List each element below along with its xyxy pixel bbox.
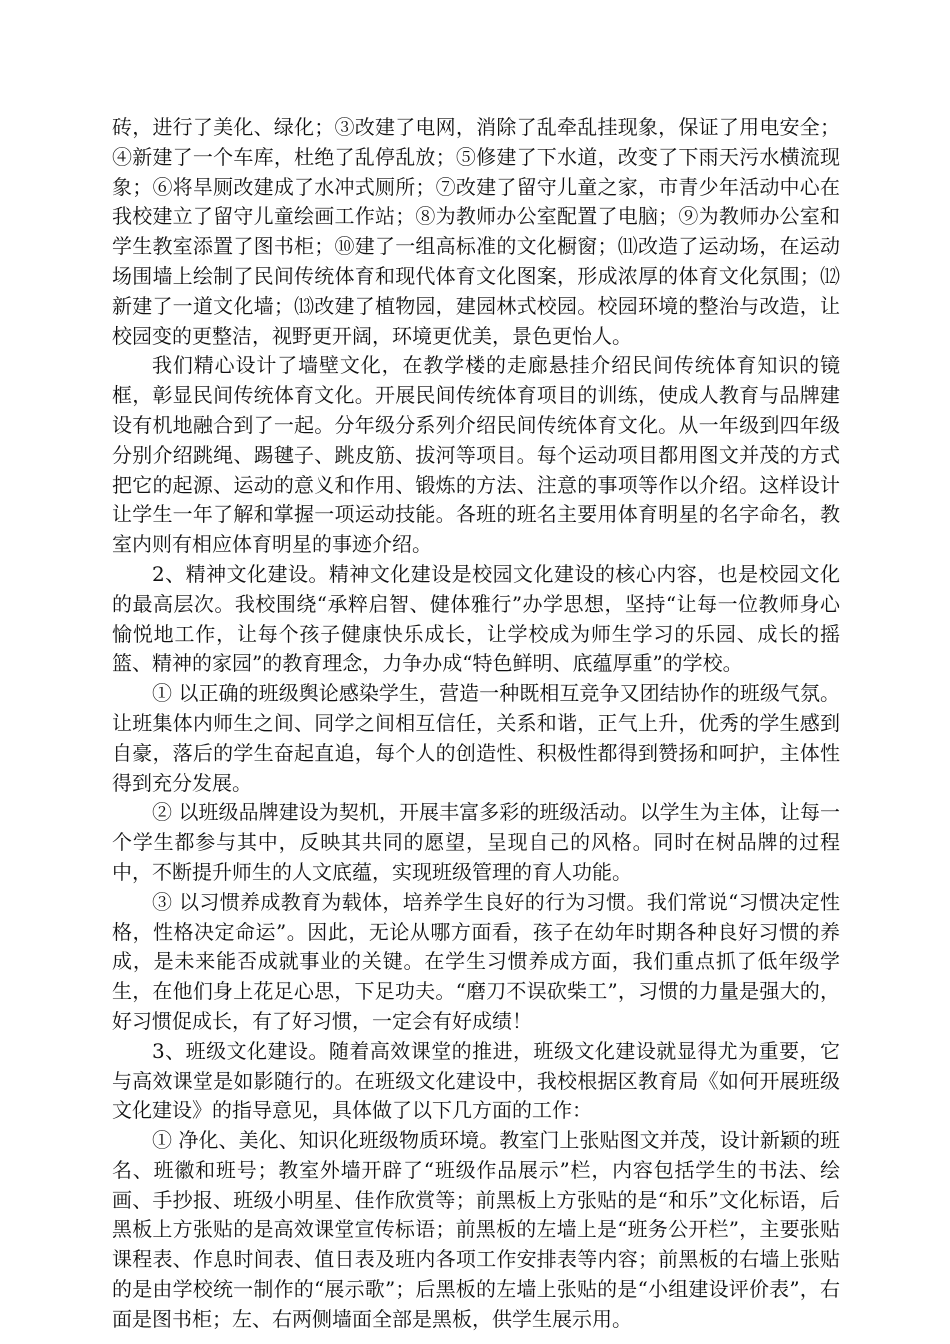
paragraph-class-brand: ② 以班级品牌建设为契机，开展丰富多彩的班级活动。以学生为主体，让每一个学生都参与其中，反映其共同的愿望，呈现自己的风格。同时在树品牌的过程中，不断提升师生的人文底蕴，实现班级管理的育人功能。	[112, 800, 840, 884]
paragraph-class-environment: ① 净化、美化、知识化班级物质环境。教室门上张贴图文并茂，设计新颖的班名、班徽和班号；教室外墙开辟了“班级作品展示”栏，内容包括学生的书法、绘画、手抄报、班级小明星、佳作欣赏等；前黑板上方张贴的是“和乐”文化标语，后黑板上方张贴的是高效课堂宣传标语；前黑板的左墙上是“班务公开栏”，主要张贴课程表、作息时间表、值日表及班内各项工作安排表等内容；前黑板的右墙上张贴的是由学校统一制作的“展示歌”；后黑板的左墙上张贴的是“小组建设评价表”，右面是图书柜；左、右两侧墙面全部是黑板，供学生展示用。	[112, 1128, 840, 1331]
paragraph-class-culture: 3、班级文化建设。随着高效课堂的推进，班级文化建设就显得尤为重要，它与高效课堂是如影随行的。在班级文化建设中，我校根据区教育局《如何开展班级文化建设》的指导意见，具体做了以下几方面的工作：	[112, 1038, 840, 1123]
paragraph-wall-culture: 我们精心设计了墙壁文化，在教学楼的走廊悬挂介绍民间传统体育知识的镜框，彰显民间传统体育文化。开展民间传统体育项目的训练，使成人教育与品牌建设有机地融合到了一起。分年级分系列介绍民间传统体育文化。从一年级到四年级分别介绍跳绳、踢毽子、跳皮筋、拔河等项目。每个运动项目都用图文并茂的方式把它的起源、运动的意义和作用、锻炼的方法、注意的事项等作以介绍。这样设计让学生一年了解和掌握一项运动技能。各班的班名主要用体育明星的名字命名，教室内则有相应体育明星的事迹介绍。	[112, 353, 840, 557]
document-body	[112, 113, 840, 1335]
paragraph-habit-education: ③ 以习惯养成教育为载体，培养学生良好的行为习惯。我们常说“习惯决定性格，性格决定命运”。因此，无论从哪方面看，孩子在幼年时期各种良好习惯的养成，是未来能否成就事业的关键。在学生习惯养成方面，我们重点抓了低年级学生，在他们身上花足心思，下足功夫。“磨刀不误砍柴工”，习惯的力量是强大的，好习惯促成长，有了好习惯，一定会有好成绩！	[112, 889, 840, 1033]
paragraph-campus-renovation: 砖，进行了美化、绿化；③改建了电网，消除了乱牵乱挂现象，保证了用电安全；④新建了一个车库，杜绝了乱停乱放；⑤修建了下水道，改变了下雨天污水横流现象；⑥将旱厕改建成了水冲式厕所；⑦改建了留守儿童之家，市青少年活动中心在我校建立了留守儿童绘画工作站；⑧为教师办公室配置了电脑；⑨为教师办公室和学生教室添置了图书柜；⑩建了一组高标准的文化橱窗；⑾改造了运动场，在运动场围墙上绘制了民间传统体育和现代体育文化图案，形成浓厚的体育文化氛围；⑿新建了一道文化墙；⒀改建了植物园，建园林式校园。校园环境的整治与改造，让校园变的更整洁，视野更开阔，环境更优美，景色更怡人。	[112, 115, 840, 348]
paragraph-spiritual-culture: 2、精神文化建设。精神文化建设是校园文化建设的核心内容，也是校园文化的最高层次。我校围绕“承粹启智、健体雅行”办学思想，坚持“让每一位教师身心愉悦地工作，让每个孩子健康快乐成长，让学校成为师生学习的乐园、成长的摇篮、精神的家园”的教育理念，力争办成“特色鲜明、底蕴厚重”的学校。	[112, 561, 840, 676]
paragraph-class-opinion: ① 以正确的班级舆论感染学生，营造一种既相互竞争又团结协作的班级气氛。让班集体内师生之间、同学之间相互信任，关系和谐，正气上升，优秀的学生感到自豪，落后的学生奋起直追，每个人的创造性、积极性都得到赞扬和呵护，主体性得到充分发展。	[112, 681, 840, 795]
